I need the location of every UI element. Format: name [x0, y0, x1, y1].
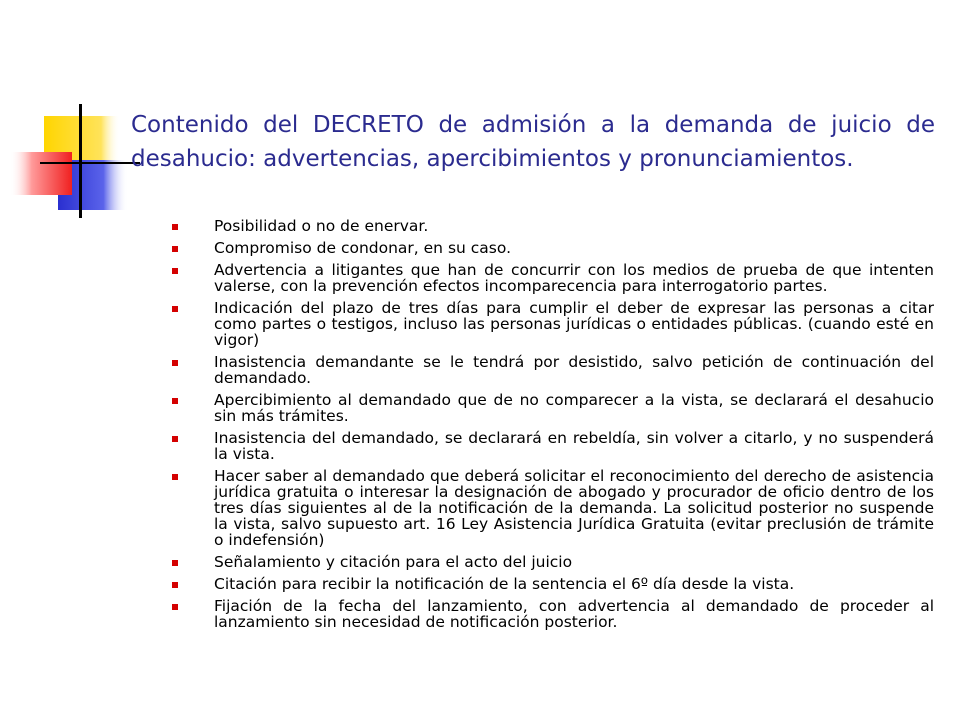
bullet-square-icon — [172, 268, 178, 274]
list-item — [172, 262, 934, 294]
list-item-text: Apercibimiento al demandado que de no comparecer a la vista, se declarará el desahucio sin más trámites. — [214, 391, 934, 425]
list-item-text: Posibilidad o no de enervar. — [214, 217, 429, 235]
list-item — [172, 598, 934, 630]
list-item — [172, 576, 934, 592]
list-item — [172, 554, 934, 570]
bullet-square-icon — [172, 582, 178, 588]
list-item-text: Indicación del plazo de tres días para cumplir el deber de expresar las personas a citar como partes o testigos, incluso las personas jurídicas o entidades públicas. (cuando esté en vigor) — [214, 299, 934, 349]
bullet-square-icon — [172, 560, 178, 566]
list-item — [172, 354, 934, 386]
bullet-square-icon — [172, 474, 178, 480]
bullet-square-icon — [172, 224, 178, 230]
decorative-blocks — [0, 0, 140, 220]
list-item-text: Fijación de la fecha del lanzamiento, con advertencia al demandado de proceder al lanzamiento sin necesidad de notificación posterior. — [214, 597, 934, 631]
list-item — [172, 468, 934, 548]
bullet-square-icon — [172, 306, 178, 312]
list-item — [172, 430, 934, 462]
list-item — [172, 300, 934, 348]
vertical-line — [79, 104, 82, 218]
list-item-text: Inasistencia del demandado, se declarará en rebeldía, sin volver a citarlo, y no suspenderá la vista. — [214, 429, 934, 463]
bullet-square-icon — [172, 246, 178, 252]
bullet-square-icon — [172, 398, 178, 404]
red-block — [10, 152, 72, 195]
list-item-text: Señalamiento y citación para el acto del juicio — [214, 553, 573, 571]
list-item-text: Compromiso de condonar, en su caso. — [214, 239, 511, 257]
horizontal-line — [40, 162, 140, 164]
list-item-text: Hacer saber al demandado que deberá solicitar el reconocimiento del derecho de asistencia jurídica gratuita o interesar la designación de abogado y procurador de oficio dentro de los tres días siguientes al de la notificación de la demanda. La solicitud posterior no suspende la vista, salvo supuesto art. 16 Ley Asistencia Jurídica Gratuita (evitar preclusión de trámite o indefensión) — [214, 467, 934, 549]
bullet-list — [172, 218, 934, 636]
list-item — [172, 392, 934, 424]
list-item-text: Inasistencia demandante se le tendrá por desistido, salvo petición de continuación del demandado. — [214, 353, 934, 387]
list-item-text: Advertencia a litigantes que han de concurrir con los medios de prueba de que intenten valerse, con la prevención efectos incomparecencia para interrogatorio partes. — [214, 261, 934, 295]
slide-title: Contenido del DECRETO de admisión a la demanda de juicio de desahucio: advertencias, apercibimientos y pronunciamientos. — [131, 112, 935, 172]
list-item-text: Citación para recibir la notificación de la sentencia el 6º día desde la vista. — [214, 575, 795, 593]
list-item — [172, 218, 934, 234]
bullet-square-icon — [172, 360, 178, 366]
list-item — [172, 240, 934, 256]
bullet-square-icon — [172, 436, 178, 442]
bullet-square-icon — [172, 604, 178, 610]
